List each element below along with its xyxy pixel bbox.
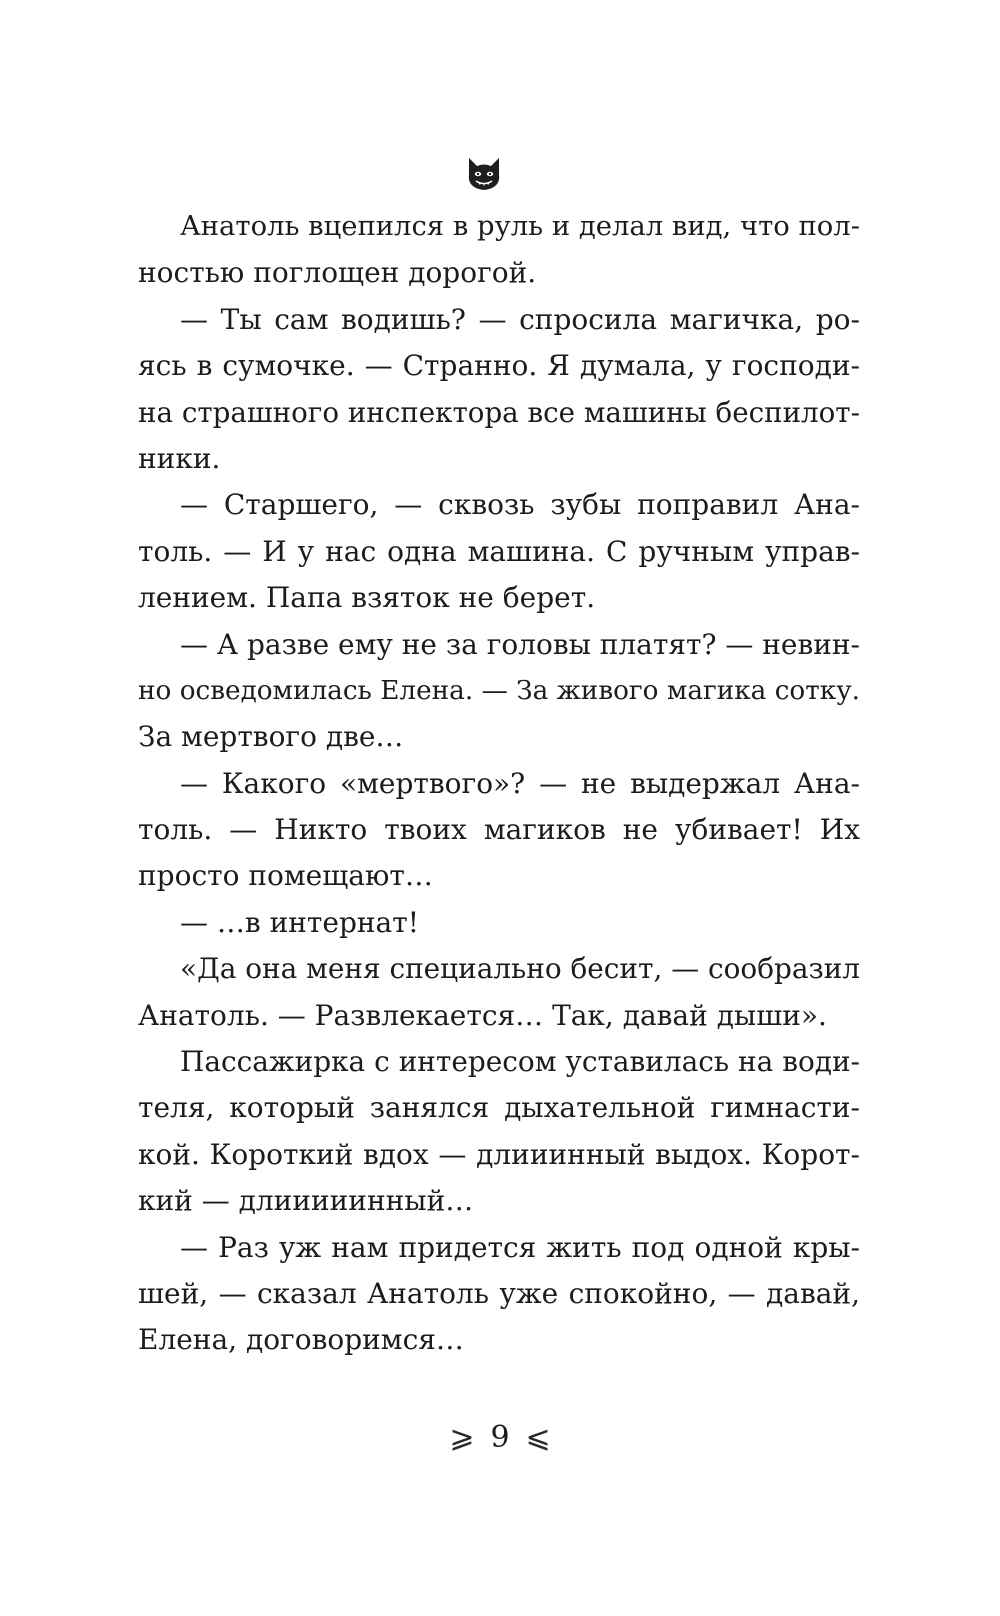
text-line: Анатоль вцепился в руль и делал вид, что пол- [180, 211, 860, 242]
text-line: шей, — сказал Анатоль уже спокойно, — давай, [138, 1276, 860, 1310]
text-line: толь. — Никто твоих магиков не убивает! Их [138, 813, 860, 847]
text-line: теля, который занялся дыхательной гимнасти- [138, 1091, 860, 1125]
folio-left-ornament: ⩾ [449, 1420, 475, 1455]
text-line: За мертвого две… [138, 720, 404, 754]
text-line: кий — длииииинный… [138, 1184, 474, 1218]
text-line: на страшного инспектора все машины беспилот- [138, 395, 860, 429]
text-line: но осведомилась Елена. — За живого магика сотку. [138, 675, 860, 706]
text-line: Анатоль. — Развлекается… Так, давай дыши». [138, 998, 827, 1032]
page-number [0, 1418, 1000, 1458]
text-line: Пассажирка с интересом уставилась на води- [180, 1045, 860, 1079]
text-line: лением. Папа взяток не берет. [138, 581, 596, 615]
text-line: — Старшего, — сквозь зубы поправил Ана- [180, 488, 860, 522]
cat-face-icon [464, 154, 504, 194]
text-line: — Раз уж нам придется жить под одной кры- [180, 1230, 860, 1264]
text-line: «Да она меня специально бесит, — сообразил [180, 952, 860, 986]
text-line: — …в интернат! [180, 905, 419, 939]
text-line: ники. [138, 441, 221, 475]
text-line: кой. Короткий вдох — длииинный выдох. Корот- [138, 1137, 860, 1171]
text-line: ясь в сумочке. — Странно. Я думала, у господи- [138, 349, 860, 383]
text-line: толь. — И у нас одна машина. С ручным управ- [138, 534, 860, 568]
text-line: ностью поглощен дорогой. [138, 256, 537, 290]
text-line: — Ты сам водишь? — спросила магичка, ро- [180, 302, 860, 336]
text-line: Елена, договоримся… [138, 1323, 464, 1357]
folio-right-ornament: ⩽ [525, 1420, 551, 1455]
body-text [138, 204, 860, 1364]
page-number-value: 9 [490, 1420, 510, 1455]
text-line: — А разве ему не за головы платят? — невин- [180, 627, 860, 661]
text-line: просто помещают… [138, 859, 433, 893]
text-line: — Какого «мертвого»? — не выдержал Ана- [180, 766, 860, 800]
